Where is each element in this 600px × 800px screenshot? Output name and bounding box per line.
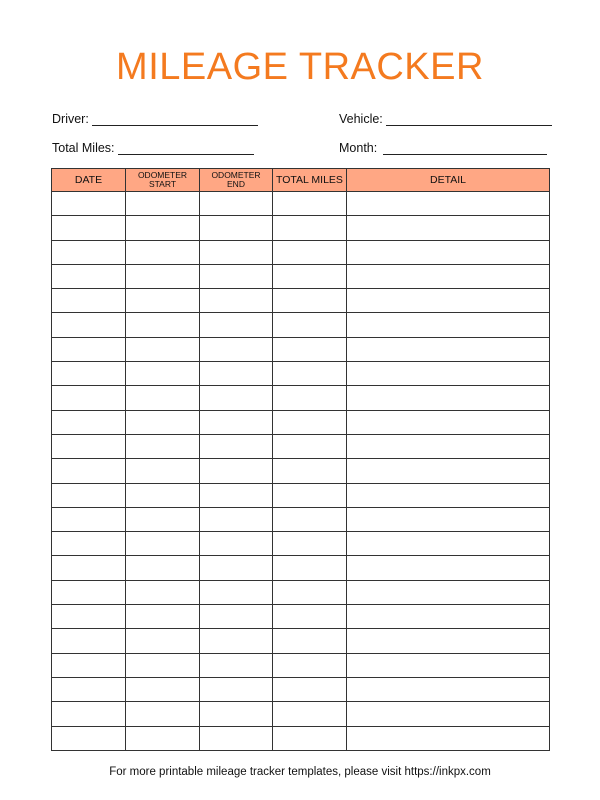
cell-total-miles[interactable] <box>273 362 347 386</box>
cell-total-miles[interactable] <box>273 264 347 288</box>
driver-field <box>52 108 258 126</box>
table-row <box>52 653 550 677</box>
cell-detail[interactable] <box>347 677 550 701</box>
table-row <box>52 556 550 580</box>
cell-odometer-end[interactable] <box>200 677 273 701</box>
cell-total-miles[interactable] <box>273 507 347 531</box>
column-header-total-miles: TOTAL MILES <box>273 169 347 192</box>
cell-detail[interactable] <box>347 580 550 604</box>
total-miles-field <box>52 137 254 155</box>
cell-date[interactable] <box>52 507 126 531</box>
cell-odometer-end[interactable] <box>200 580 273 604</box>
cell-odometer-start[interactable] <box>126 726 200 750</box>
table-row <box>52 192 550 216</box>
cell-date[interactable] <box>52 483 126 507</box>
table-row <box>52 702 550 726</box>
cell-odometer-start[interactable] <box>126 580 200 604</box>
cell-odometer-end[interactable] <box>200 313 273 337</box>
cell-detail[interactable] <box>347 556 550 580</box>
cell-odometer-start[interactable] <box>126 532 200 556</box>
cell-odometer-end[interactable] <box>200 556 273 580</box>
cell-odometer-end[interactable] <box>200 459 273 483</box>
cell-odometer-end[interactable] <box>200 653 273 677</box>
cell-odometer-end[interactable] <box>200 507 273 531</box>
cell-odometer-start[interactable] <box>126 240 200 264</box>
cell-odometer-start[interactable] <box>126 289 200 313</box>
table-row <box>52 434 550 458</box>
month-field <box>339 137 547 155</box>
cell-date[interactable] <box>52 434 126 458</box>
cell-odometer-start[interactable] <box>126 483 200 507</box>
cell-total-miles[interactable] <box>273 653 347 677</box>
cell-odometer-end[interactable] <box>200 192 273 216</box>
cell-detail[interactable] <box>347 410 550 434</box>
cell-date[interactable] <box>52 337 126 361</box>
table-row <box>52 264 550 288</box>
cell-odometer-start[interactable] <box>126 629 200 653</box>
cell-total-miles[interactable] <box>273 313 347 337</box>
month-label: Month: <box>339 141 378 155</box>
cell-odometer-end[interactable] <box>200 337 273 361</box>
cell-date[interactable] <box>52 677 126 701</box>
cell-odometer-start[interactable] <box>126 507 200 531</box>
cell-detail[interactable] <box>347 702 550 726</box>
cell-odometer-end[interactable] <box>200 702 273 726</box>
cell-odometer-start[interactable] <box>126 605 200 629</box>
cell-odometer-end[interactable] <box>200 264 273 288</box>
cell-date[interactable] <box>52 216 126 240</box>
cell-date[interactable] <box>52 386 126 410</box>
table-row <box>52 507 550 531</box>
table-row <box>52 605 550 629</box>
cell-detail[interactable] <box>347 507 550 531</box>
vehicle-input-line[interactable] <box>386 111 552 126</box>
cell-total-miles[interactable] <box>273 483 347 507</box>
cell-detail[interactable] <box>347 192 550 216</box>
cell-total-miles[interactable] <box>273 434 347 458</box>
cell-total-miles[interactable] <box>273 337 347 361</box>
cell-detail[interactable] <box>347 459 550 483</box>
mileage-log-table <box>51 168 550 751</box>
cell-odometer-start[interactable] <box>126 556 200 580</box>
cell-detail[interactable] <box>347 216 550 240</box>
cell-date[interactable] <box>52 192 126 216</box>
total-miles-input-line[interactable] <box>118 140 254 155</box>
column-header-odometer-start: ODOMETER START <box>126 169 200 192</box>
cell-date[interactable] <box>52 362 126 386</box>
driver-label: Driver: <box>52 112 89 126</box>
table-row <box>52 483 550 507</box>
cell-date[interactable] <box>52 459 126 483</box>
cell-date[interactable] <box>52 240 126 264</box>
table-row <box>52 313 550 337</box>
month-input-line[interactable] <box>383 140 547 155</box>
cell-detail[interactable] <box>347 362 550 386</box>
cell-detail[interactable] <box>347 726 550 750</box>
page-title: MILEAGE TRACKER <box>116 46 484 88</box>
cell-total-miles[interactable] <box>273 629 347 653</box>
cell-odometer-start[interactable] <box>126 192 200 216</box>
cell-detail[interactable] <box>347 653 550 677</box>
cell-odometer-start[interactable] <box>126 386 200 410</box>
driver-input-line[interactable] <box>92 111 258 126</box>
cell-detail[interactable] <box>347 605 550 629</box>
column-header-detail: DETAIL <box>347 169 550 192</box>
cell-total-miles[interactable] <box>273 677 347 701</box>
cell-total-miles[interactable] <box>273 410 347 434</box>
cell-total-miles[interactable] <box>273 240 347 264</box>
cell-total-miles[interactable] <box>273 556 347 580</box>
cell-total-miles[interactable] <box>273 726 347 750</box>
table-row <box>52 410 550 434</box>
cell-detail[interactable] <box>347 532 550 556</box>
cell-odometer-start[interactable] <box>126 434 200 458</box>
cell-total-miles[interactable] <box>273 289 347 313</box>
cell-odometer-end[interactable] <box>200 532 273 556</box>
cell-odometer-end[interactable] <box>200 289 273 313</box>
cell-total-miles[interactable] <box>273 192 347 216</box>
total-miles-label: Total Miles: <box>52 141 115 155</box>
cell-odometer-end[interactable] <box>200 362 273 386</box>
table-row <box>52 726 550 750</box>
column-header-date: DATE <box>52 169 126 192</box>
column-header-odometer-end: ODOMETER END <box>200 169 273 192</box>
table-row <box>52 580 550 604</box>
cell-odometer-end[interactable] <box>200 240 273 264</box>
cell-detail[interactable] <box>347 289 550 313</box>
table-row <box>52 532 550 556</box>
cell-detail[interactable] <box>347 629 550 653</box>
cell-detail[interactable] <box>347 313 550 337</box>
cell-odometer-start[interactable] <box>126 677 200 701</box>
cell-date[interactable] <box>52 410 126 434</box>
table-row <box>52 362 550 386</box>
cell-odometer-start[interactable] <box>126 410 200 434</box>
cell-odometer-end[interactable] <box>200 216 273 240</box>
table-row <box>52 216 550 240</box>
cell-total-miles[interactable] <box>273 216 347 240</box>
table-row <box>52 386 550 410</box>
cell-date[interactable] <box>52 532 126 556</box>
cell-odometer-start[interactable] <box>126 653 200 677</box>
table-body <box>52 192 550 751</box>
cell-date[interactable] <box>52 605 126 629</box>
cell-odometer-start[interactable] <box>126 362 200 386</box>
cell-total-miles[interactable] <box>273 532 347 556</box>
cell-odometer-start[interactable] <box>126 264 200 288</box>
cell-odometer-end[interactable] <box>200 386 273 410</box>
vehicle-label: Vehicle: <box>339 112 383 126</box>
table-row <box>52 677 550 701</box>
cell-date[interactable] <box>52 726 126 750</box>
table-row <box>52 337 550 361</box>
table-row <box>52 629 550 653</box>
cell-detail[interactable] <box>347 386 550 410</box>
cell-odometer-end[interactable] <box>200 605 273 629</box>
cell-detail[interactable] <box>347 483 550 507</box>
cell-odometer-end[interactable] <box>200 434 273 458</box>
table-row <box>52 289 550 313</box>
cell-date[interactable] <box>52 264 126 288</box>
cell-odometer-end[interactable] <box>200 629 273 653</box>
cell-date[interactable] <box>52 653 126 677</box>
cell-odometer-start[interactable] <box>126 337 200 361</box>
table-row <box>52 459 550 483</box>
table-row <box>52 240 550 264</box>
vehicle-field <box>339 108 552 126</box>
cell-date[interactable] <box>52 289 126 313</box>
cell-odometer-end[interactable] <box>200 410 273 434</box>
cell-odometer-start[interactable] <box>126 459 200 483</box>
cell-odometer-start[interactable] <box>126 216 200 240</box>
cell-total-miles[interactable] <box>273 702 347 726</box>
cell-date[interactable] <box>52 313 126 337</box>
cell-odometer-start[interactable] <box>126 313 200 337</box>
cell-total-miles[interactable] <box>273 580 347 604</box>
cell-total-miles[interactable] <box>273 605 347 629</box>
cell-date[interactable] <box>52 556 126 580</box>
cell-date[interactable] <box>52 629 126 653</box>
cell-detail[interactable] <box>347 240 550 264</box>
cell-odometer-start[interactable] <box>126 702 200 726</box>
cell-detail[interactable] <box>347 264 550 288</box>
table-header-row <box>52 169 550 192</box>
cell-total-miles[interactable] <box>273 459 347 483</box>
footer-note: For more printable mileage tracker templates, please visit https://inkpx.com <box>109 766 491 778</box>
cell-date[interactable] <box>52 580 126 604</box>
cell-detail[interactable] <box>347 337 550 361</box>
cell-date[interactable] <box>52 702 126 726</box>
cell-odometer-end[interactable] <box>200 726 273 750</box>
cell-total-miles[interactable] <box>273 386 347 410</box>
cell-odometer-end[interactable] <box>200 483 273 507</box>
cell-detail[interactable] <box>347 434 550 458</box>
